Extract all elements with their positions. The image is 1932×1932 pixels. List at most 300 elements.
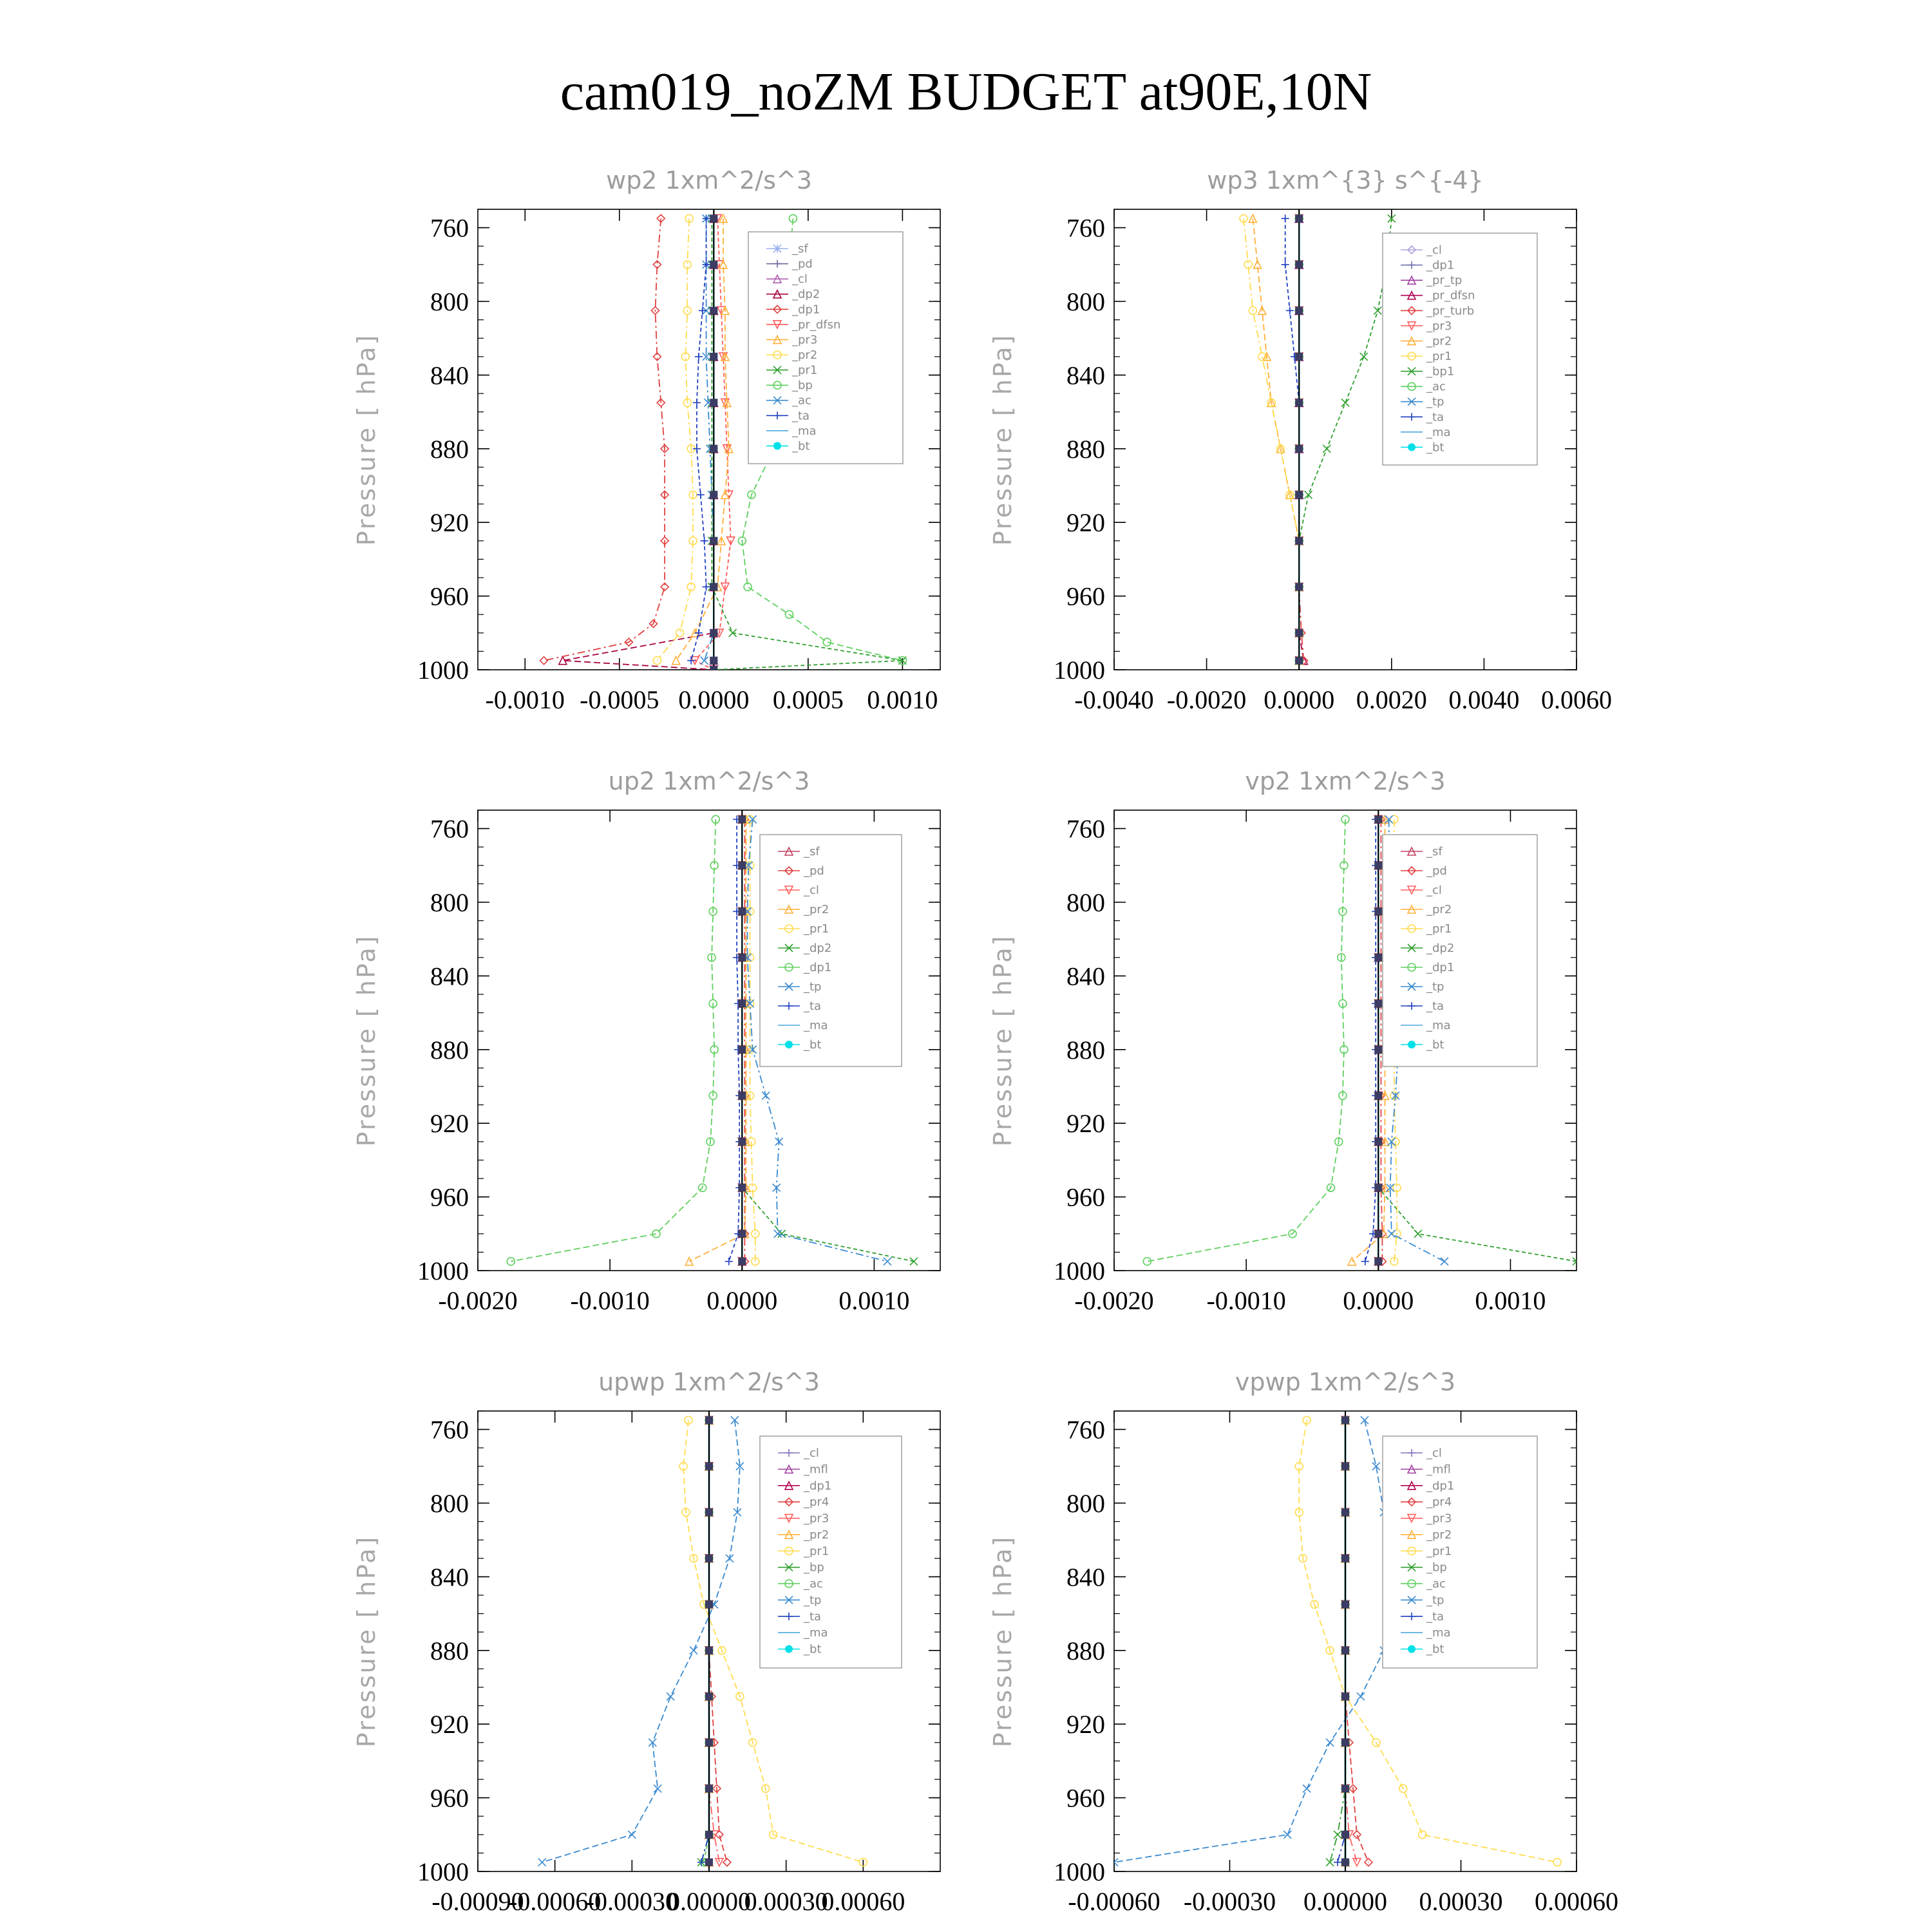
legend-entry: _dp1 <box>804 1479 832 1493</box>
legend-entry: _bt <box>792 439 810 453</box>
series-line-ta <box>1365 819 1376 1261</box>
legend-entry: _pr_tp <box>1426 274 1463 288</box>
legend <box>1383 1436 1537 1668</box>
y-tick-label: 920 <box>1066 508 1105 538</box>
y-axis-label: Pressure [ hPa] <box>352 333 381 546</box>
legend-entry: _ta <box>804 999 822 1013</box>
panel-title: wp3 1xm^{3} s^{-4} <box>1207 166 1484 194</box>
zero-marker <box>705 1831 713 1839</box>
x-tick-label: 0.00030 <box>744 1887 828 1916</box>
y-tick-label: 800 <box>1066 888 1105 917</box>
data-point <box>1282 214 1289 222</box>
panel-2 <box>989 166 1612 714</box>
legend-entry: _ac <box>804 1577 823 1591</box>
legend-entry: _tp <box>1426 980 1444 994</box>
y-tick-label: 920 <box>430 1109 469 1139</box>
x-tick-label: 0.0040 <box>1448 685 1520 714</box>
x-tick-label: 0.0000 <box>706 1286 778 1315</box>
zero-marker <box>1374 1258 1382 1265</box>
y-tick-label: 960 <box>1066 1783 1105 1813</box>
legend-marker <box>773 442 781 450</box>
legend-entry: _ta <box>792 409 810 423</box>
zero-marker <box>710 307 717 314</box>
zero-marker <box>710 214 717 222</box>
y-tick-label: 840 <box>1066 961 1105 991</box>
panel-title: vp2 1xm^2/s^3 <box>1245 767 1446 795</box>
zero-marker <box>1295 214 1303 222</box>
zero-marker <box>710 261 717 269</box>
legend-entry: _sf <box>1426 845 1443 858</box>
y-tick-label: 760 <box>430 814 469 844</box>
series-line-pr_dfsn <box>695 218 731 670</box>
panel-title: upwp 1xm^2/s^3 <box>598 1368 820 1396</box>
legend <box>748 232 903 464</box>
zero-marker <box>710 657 717 665</box>
data-point <box>1353 1859 1361 1866</box>
data-point <box>884 1258 891 1265</box>
y-tick-label: 840 <box>1066 361 1105 390</box>
y-tick-label: 1000 <box>417 1256 469 1285</box>
zero-marker <box>705 1739 713 1747</box>
data-point <box>1326 1859 1334 1866</box>
data-point <box>1326 1739 1334 1747</box>
zero-marker <box>1295 583 1303 591</box>
zero-marker <box>1295 307 1303 314</box>
data-point <box>695 353 703 361</box>
legend-entry: _tp <box>1426 395 1444 409</box>
legend-entry: _bp <box>1426 1560 1447 1575</box>
x-tick-label: 0.0010 <box>1475 1286 1546 1315</box>
zero-marker <box>1295 657 1303 665</box>
data-point <box>1323 445 1331 453</box>
legend-entry: _ta <box>804 1609 822 1624</box>
data-point <box>1341 399 1349 406</box>
legend-marker <box>1408 443 1416 451</box>
x-tick-label: 0.00000 <box>667 1887 751 1916</box>
zero-marker <box>1341 1463 1349 1470</box>
series-line-dp1 <box>544 218 665 660</box>
x-tick-label: 0.0005 <box>772 685 844 714</box>
legend-entry: _cl <box>1426 884 1442 897</box>
zero-marker <box>1295 399 1303 406</box>
data-point <box>701 537 708 545</box>
legend-entry: _tp <box>804 980 822 994</box>
zero-marker <box>705 1859 713 1866</box>
zero-marker <box>738 1230 746 1238</box>
legend-entry: _pr3 <box>1426 1511 1452 1526</box>
legend-entry: _dp1 <box>804 961 832 974</box>
data-point <box>538 1859 546 1866</box>
zero-marker <box>1341 1692 1349 1700</box>
data-point <box>697 491 705 498</box>
zero-marker <box>1295 537 1303 545</box>
data-point <box>1441 1258 1448 1265</box>
legend-marker <box>785 1645 793 1653</box>
zero-marker <box>738 1184 746 1191</box>
series-line-pr2 <box>1253 218 1299 660</box>
legend-entry: _cl <box>804 1446 819 1460</box>
legend-entry: _ma <box>792 424 817 438</box>
y-tick-label: 760 <box>430 213 469 243</box>
y-tick-label: 800 <box>430 287 469 316</box>
legend-entry: _pr_turb <box>1426 304 1475 318</box>
zero-marker <box>738 815 746 823</box>
data-point <box>701 657 708 665</box>
zero-marker <box>738 907 746 915</box>
legend-entry: _ma <box>1426 425 1451 439</box>
zero-marker <box>1295 261 1303 269</box>
panel-title: up2 1xm^2/s^3 <box>608 767 810 795</box>
zero-marker <box>710 399 717 406</box>
legend-entry: _bp1 <box>1426 365 1455 379</box>
zero-marker <box>1341 1785 1349 1792</box>
data-point <box>1334 1859 1341 1866</box>
legend-entry: _cl <box>792 272 808 287</box>
y-tick-label: 1000 <box>417 656 469 685</box>
panel-6 <box>989 1368 1618 1916</box>
zero-marker <box>705 1416 713 1424</box>
legend-entry: _pr3 <box>804 1511 829 1526</box>
legend-entry: _bt <box>1426 1038 1444 1052</box>
legend-entry: _ma <box>804 1019 828 1032</box>
legend-entry: _pr1 <box>804 922 829 936</box>
zero-marker <box>1341 1600 1349 1608</box>
legend-entry: _pr2 <box>1426 1528 1452 1542</box>
data-point <box>1361 1258 1369 1265</box>
y-tick-label: 800 <box>430 888 469 917</box>
zero-marker <box>1295 491 1303 498</box>
data-point <box>1334 1831 1341 1839</box>
series-line-tp <box>1114 1420 1392 1862</box>
series-line-bp <box>1330 1420 1345 1862</box>
legend-entry: _pd <box>1426 864 1447 878</box>
zero-marker <box>1374 1184 1382 1191</box>
legend-entry: _tp <box>804 1593 822 1607</box>
series-line-ta <box>701 1420 709 1862</box>
x-tick-label: 0.0000 <box>678 685 750 714</box>
zero-marker <box>710 629 717 637</box>
legend <box>1383 233 1537 465</box>
x-tick-label: -0.0020 <box>1166 685 1247 714</box>
x-tick-label: 0.00060 <box>1535 1887 1618 1916</box>
data-point <box>723 1859 731 1866</box>
y-tick-label: 880 <box>1066 1035 1105 1065</box>
legend-entry: _ac <box>1426 1577 1446 1591</box>
zero-marker <box>738 954 746 961</box>
y-tick-label: 760 <box>1066 1415 1105 1444</box>
y-tick-label: 1000 <box>1054 1857 1105 1886</box>
data-point <box>699 307 706 314</box>
y-tick-label: 800 <box>430 1489 469 1518</box>
data-point <box>774 1230 782 1238</box>
legend-entry: _mfl <box>1426 1463 1451 1477</box>
zero-marker <box>705 1600 713 1608</box>
data-point <box>1303 1785 1311 1792</box>
data-point <box>1388 1230 1396 1238</box>
x-tick-label: 0.0060 <box>1541 685 1612 714</box>
y-tick-label: 760 <box>430 1415 469 1444</box>
y-axis-label: Pressure [ hPa] <box>989 934 1017 1147</box>
data-point <box>1357 1692 1365 1700</box>
y-axis-label: Pressure [ hPa] <box>352 1535 381 1748</box>
legend-entry: _pr4 <box>804 1495 829 1510</box>
y-tick-label: 960 <box>430 582 469 611</box>
x-tick-label: 0.0020 <box>1356 685 1427 714</box>
legend <box>760 835 902 1066</box>
zero-marker <box>710 666 717 674</box>
legend-entry: _ac <box>792 393 811 408</box>
legend-entry: _bp <box>792 379 813 393</box>
figure-title: cam019_noZM BUDGET at90E,10N <box>560 62 1372 122</box>
panel-1 <box>352 166 940 714</box>
y-axis-label: Pressure [ hPa] <box>989 1535 1017 1748</box>
legend-box <box>748 232 903 464</box>
legend-entry: _dp2 <box>1426 942 1455 955</box>
zero-marker <box>705 1692 713 1700</box>
data-point <box>676 629 684 637</box>
y-tick-label: 840 <box>430 961 469 991</box>
zero-marker <box>738 999 746 1007</box>
legend-entry: _ta <box>1426 999 1444 1013</box>
zero-marker <box>705 1555 713 1562</box>
x-tick-label: 0.00030 <box>1419 1887 1503 1916</box>
x-tick-label: -0.00060 <box>1068 1887 1160 1916</box>
y-tick-label: 880 <box>430 1035 469 1065</box>
y-tick-label: 1000 <box>1054 1256 1105 1285</box>
zero-marker <box>738 862 746 869</box>
zero-marker <box>1341 1831 1349 1839</box>
zero-marker <box>710 583 717 591</box>
panel-4 <box>989 767 1580 1315</box>
legend-entry: _dp2 <box>804 942 832 955</box>
x-tick-label: 0.0010 <box>867 685 938 714</box>
series-line-pr2 <box>1352 819 1385 1261</box>
y-tick-label: 920 <box>1066 1109 1105 1139</box>
legend-entry: _sf <box>792 242 808 256</box>
legend-entry: _dp1 <box>1426 258 1455 272</box>
x-tick-label: -0.0040 <box>1074 685 1154 714</box>
y-tick-label: 800 <box>1066 287 1105 316</box>
legend-entry: _ta <box>1426 410 1444 424</box>
series-line-pr3 <box>1345 1420 1357 1862</box>
zero-marker <box>1374 1046 1382 1054</box>
legend-entry: _pr1 <box>1426 922 1452 936</box>
zero-marker <box>1374 862 1382 869</box>
zero-marker <box>1374 907 1382 915</box>
x-tick-label: -0.0010 <box>485 685 565 714</box>
zero-marker <box>705 1647 713 1654</box>
x-tick-label: -0.0020 <box>438 1286 518 1315</box>
y-tick-label: 880 <box>1066 434 1105 464</box>
y-tick-label: 840 <box>430 1562 469 1592</box>
series-line-ta <box>691 218 706 660</box>
zero-marker <box>1374 954 1382 961</box>
legend-entry: _mfl <box>804 1463 828 1477</box>
legend-entry: _pr2 <box>1426 334 1452 348</box>
legend-entry: _pr1 <box>792 363 818 377</box>
series-line-pr1 <box>1244 218 1299 660</box>
legend-entry: _dp1 <box>792 303 820 317</box>
legend-entry: _bt <box>804 1038 822 1052</box>
zero-marker <box>1295 445 1303 453</box>
zero-marker <box>705 1785 713 1792</box>
legend-entry: _pr2 <box>804 1528 829 1542</box>
zero-marker <box>738 1138 746 1146</box>
legend-entry: _dp2 <box>792 287 820 301</box>
series-line-pr4 <box>1345 1420 1368 1862</box>
series-line-pr2 <box>689 819 746 1261</box>
data-point <box>693 399 701 406</box>
data-point <box>667 1692 674 1700</box>
legend-entry: _sf <box>804 845 820 858</box>
zero-marker <box>1341 1508 1349 1516</box>
legend-marker <box>1408 1645 1416 1653</box>
x-tick-label: -0.0005 <box>580 685 659 714</box>
series-line-dp1 <box>1147 819 1345 1261</box>
panel-5 <box>352 1368 940 1916</box>
legend-entry: _pr3 <box>1426 319 1452 333</box>
legend-entry: _bt <box>1426 440 1444 455</box>
zero-marker <box>710 491 717 498</box>
zero-marker <box>738 1046 746 1054</box>
legend-marker <box>1408 1041 1416 1048</box>
series-group <box>1240 209 1396 670</box>
legend-marker <box>773 245 781 252</box>
x-tick-label: 0.0010 <box>838 1286 910 1315</box>
data-point <box>1286 307 1294 314</box>
y-tick-label: 920 <box>430 508 469 538</box>
x-tick-label: 0.0000 <box>1343 1286 1414 1315</box>
zero-marker <box>1374 1092 1382 1099</box>
zero-marker <box>1374 999 1382 1007</box>
zero-marker <box>710 353 717 361</box>
zero-marker <box>1341 1416 1349 1424</box>
x-tick-label: -0.0010 <box>570 1286 650 1315</box>
legend-entry: _pr1 <box>804 1544 829 1558</box>
series-line-pd <box>1381 819 1382 1261</box>
legend-entry: _bt <box>804 1642 822 1656</box>
zero-marker <box>710 445 717 453</box>
x-tick-label: -0.00030 <box>1183 1887 1276 1916</box>
zero-marker <box>738 1258 746 1265</box>
legend-entry: _pr2 <box>1426 903 1452 916</box>
zero-marker <box>738 1092 746 1099</box>
x-tick-label: 0.00000 <box>1303 1887 1387 1916</box>
data-point <box>1361 1416 1368 1424</box>
series-line-ta <box>1285 218 1300 660</box>
legend-entry: _pr2 <box>792 348 818 362</box>
series-line-bp <box>701 1420 709 1862</box>
y-axis-label: Pressure [ hPa] <box>352 934 381 1147</box>
y-tick-label: 800 <box>1066 1489 1105 1518</box>
y-tick-label: 880 <box>430 1636 469 1665</box>
y-tick-label: 960 <box>430 1182 469 1212</box>
x-tick-label: -0.0020 <box>1074 1286 1154 1315</box>
legend-box <box>1383 835 1537 1066</box>
legend-entry: _pr1 <box>1426 350 1452 363</box>
y-axis-label: Pressure [ hPa] <box>989 333 1017 546</box>
zero-marker <box>1341 1739 1349 1747</box>
legend-entry: _pr4 <box>1426 1495 1452 1510</box>
legend-entry: _pr_dfsn <box>792 317 841 332</box>
y-tick-label: 840 <box>1066 1562 1105 1592</box>
data-point <box>725 1258 733 1265</box>
zero-marker <box>1341 1859 1349 1866</box>
y-tick-label: 840 <box>430 361 469 390</box>
zero-marker <box>1341 1647 1349 1654</box>
legend-entry: _tp <box>1426 1593 1444 1607</box>
data-point <box>672 657 680 665</box>
legend-entry: _cl <box>1426 243 1442 257</box>
x-tick-label: 0.0000 <box>1264 685 1335 714</box>
legend-entry: _pr_dfsn <box>1426 289 1475 303</box>
y-tick-label: 960 <box>1066 1182 1105 1212</box>
y-tick-label: 920 <box>430 1710 469 1739</box>
legend-marker <box>785 1041 793 1048</box>
legend-entry: _pr1 <box>1426 1544 1452 1558</box>
legend <box>1383 835 1537 1066</box>
zero-marker <box>1295 629 1303 637</box>
data-point <box>1353 1831 1361 1839</box>
legend-entry: _ma <box>1426 1626 1451 1640</box>
x-tick-label: -0.00060 <box>509 1887 601 1916</box>
zero-marker <box>705 1463 713 1470</box>
data-point <box>762 1092 770 1099</box>
y-tick-label: 1000 <box>1054 656 1105 685</box>
legend-entry: _ac <box>1426 380 1446 394</box>
zero-marker <box>710 537 717 545</box>
legend <box>760 1436 902 1668</box>
data-point <box>1360 353 1368 361</box>
zero-marker <box>1374 815 1382 823</box>
series-line-bp1 <box>1299 218 1392 660</box>
legend-entry: _dp1 <box>1426 961 1455 974</box>
zero-marker <box>1374 1138 1382 1146</box>
y-tick-label: 760 <box>1066 213 1105 243</box>
data-point <box>1348 1258 1356 1265</box>
y-tick-label: 1000 <box>417 1857 469 1886</box>
legend-entry: _pr3 <box>792 333 818 347</box>
series-line-ta <box>729 819 739 1261</box>
data-point <box>628 1831 636 1839</box>
legend-entry: _cl <box>804 884 819 897</box>
y-tick-label: 760 <box>1066 814 1105 844</box>
legend-entry: _pd <box>792 257 813 271</box>
y-tick-label: 960 <box>1066 582 1105 611</box>
zero-marker <box>1341 1555 1349 1562</box>
zero-marker <box>1295 353 1303 361</box>
data-point <box>823 638 831 646</box>
x-tick-label: -0.0010 <box>1206 1286 1286 1315</box>
y-tick-label: 880 <box>1066 1636 1105 1665</box>
panel-title: vpwp 1xm^2/s^3 <box>1235 1368 1456 1396</box>
zero-marker <box>705 1508 713 1516</box>
data-point <box>1282 261 1289 269</box>
legend-entry: _ma <box>804 1626 828 1640</box>
legend-entry: _bp <box>804 1560 824 1575</box>
legend-entry: _bt <box>1426 1642 1444 1656</box>
legend-entry: _pr2 <box>804 903 829 916</box>
y-tick-label: 960 <box>430 1783 469 1813</box>
x-tick-label: -0.00030 <box>585 1887 678 1916</box>
x-tick-label: -0.00090 <box>431 1887 524 1916</box>
series-line-dp1 <box>511 819 715 1261</box>
legend-entry: _cl <box>1426 1446 1442 1460</box>
legend-box <box>1383 233 1537 465</box>
y-tick-label: 880 <box>430 434 469 464</box>
legend-entry: _pd <box>804 864 824 878</box>
legend-entry: _ta <box>1426 1609 1444 1624</box>
